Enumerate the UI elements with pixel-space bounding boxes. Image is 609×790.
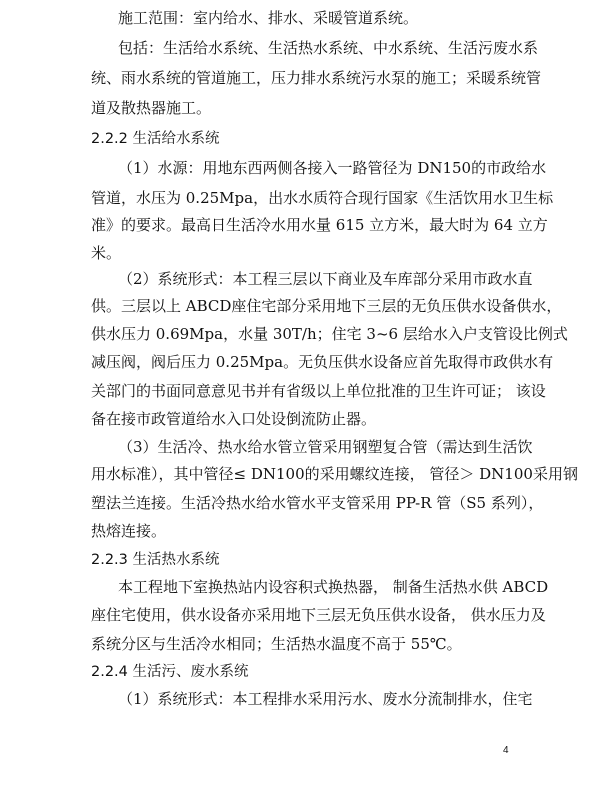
section-heading: 2.2.2 生活给水系统 bbox=[91, 131, 220, 147]
section-heading: 2.2.4 生活污、废水系统 bbox=[91, 664, 249, 680]
text-line: 座住宅使用，供水设备亦采用地下三层无负压供水设备， 供水压力及 bbox=[91, 606, 546, 624]
text-line: 管道，水压为 0.25Mpa，出水水质符合现行国家《生活饮用水卫生标 bbox=[91, 189, 554, 207]
text-line: 热熔连接。 bbox=[91, 522, 167, 540]
text-line: 准》的要求。最高日生活冷水用水量 615 立方米，最大时为 64 立方 bbox=[91, 216, 548, 234]
text-line: （1）水源：用地东西两侧各接入一路管径为 DN150的市政给水 bbox=[118, 159, 547, 177]
text-line: （3）生活冷、热水给水管立管采用钢塑复合管（需达到生活饮 bbox=[118, 438, 533, 456]
text-line: 备在接市政管道给水入口处设倒流防止器。 bbox=[91, 410, 377, 428]
text-line: 系统分区与生活冷水相同；生活热水温度不高于 55℃。 bbox=[91, 635, 462, 653]
text-line: 供。三层以上 ABCD座住宅部分采用地下三层的无负压供水设备供水， bbox=[91, 297, 562, 315]
text-line: （2）系统形式：本工程三层以下商业及车库部分采用市政水直 bbox=[118, 270, 533, 288]
text-line: 供水压力 0.69Mpa，水量 30T/h；住宅 3~6 层给水入户支管设比例式 bbox=[91, 325, 568, 343]
section-heading: 2.2.3 生活热水系统 bbox=[91, 552, 220, 568]
text-line: （1）系统形式：本工程排水采用污水、废水分流制排水，住宅 bbox=[118, 690, 533, 708]
text-line: 米。 bbox=[91, 244, 122, 262]
page-number: 4 bbox=[503, 745, 509, 756]
text-line: 本工程地下室换热站内设容积式换热器， 制备生活热水供 ABCD bbox=[118, 578, 549, 596]
text-line: 统、雨水系统的管道施工，压力排水系统污水泵的施工；采暖系统管 bbox=[91, 69, 542, 87]
text-line: 道及散热器施工。 bbox=[91, 99, 212, 117]
text-line: 减压阀，阀后压力 0.25Mpa。无负压供水设备应首先取得市政供水有 bbox=[91, 353, 554, 371]
text-line: 施工范围：室内给水、排水、采暖管道系统。 bbox=[118, 9, 419, 27]
text-line: 用水标准），其中管径≤ DN100的采用螺纹连接， 管径＞ DN100采用钢 bbox=[91, 465, 578, 483]
text-line: 塑法兰连接。生活冷热水给水管水平支管采用 PP-R 管（S5 系列）， bbox=[91, 494, 544, 512]
text-line: 关部门的书面同意意见书并有省级以上单位批准的卫生许可证； 该设 bbox=[91, 382, 546, 400]
text-line: 包括：生活给水系统、生活热水系统、中水系统、生活污废水系 bbox=[118, 39, 539, 57]
